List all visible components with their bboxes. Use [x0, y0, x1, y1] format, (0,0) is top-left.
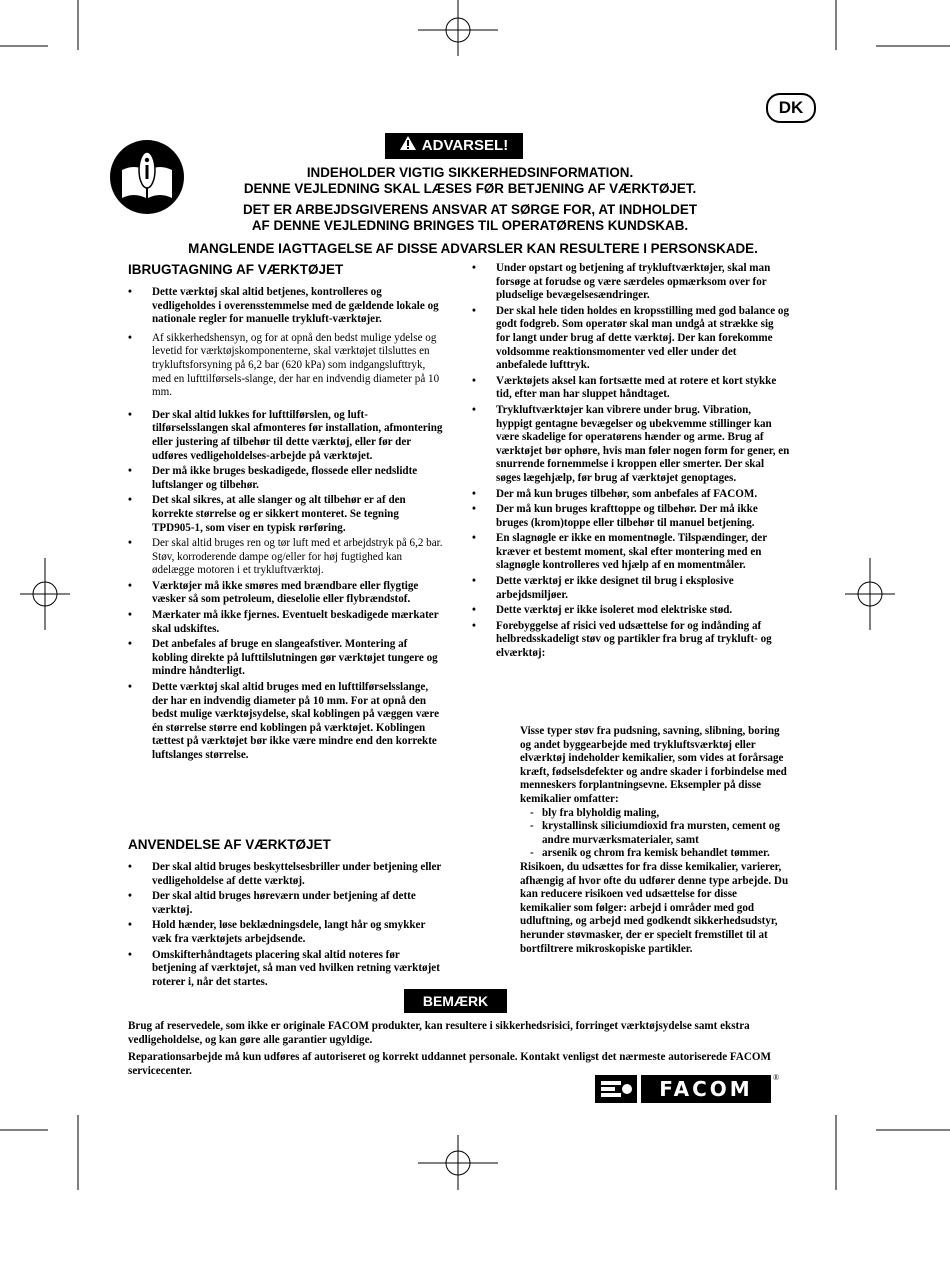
list-item: • Der skal altid bruges ren og tør luft med et arbejdstryk på 6,2 bar. Støv, korroderende dampe og/eller for høj fugtighed kan ødelægge motoren i et trykluftværktøj. [128, 537, 443, 578]
facom-logo [595, 1073, 780, 1103]
list-item: • Værktøjer må ikke smøres med brændbare eller flygtige væsker så som petroleum, dieselolie eller flybrændstof. [128, 580, 443, 607]
list-item: • Der må kun bruges krafttoppe og tilbehør. Der må ikke bruges (krom)toppe eller tilbehør til manuel betjening. [472, 503, 790, 530]
list-item: • Forebyggelse af risici ved udsættelse for og indånding af helbredsskadeligt støv og partikler fra brug af trykluft- og elværktøj: [472, 620, 790, 661]
section1-list [128, 286, 443, 765]
list-item: • Værktøjets aksel kan fortsætte med at rotere et kort stykke tid, efter man har sluppet håndtaget. [472, 375, 790, 402]
list-item: • Der skal altid bruges beskyttelsesbriller under betjening eller vedligeholdelse af dette værktøj. [128, 861, 443, 888]
list-item: • Dette værktøj er ikke designet til brug i eksplosive arbejdsmiljøer. [472, 575, 790, 602]
section-title-anvendelse: ANVENDELSE AF VÆRKTØJET [128, 837, 331, 852]
header-line-4: AF DENNE VEJLEDNING BRINGES TIL OPERATØRENS KUNDSKAB. [251, 218, 689, 233]
list-item: • Dette værktøj skal altid bruges med en lufttilførselsslange, der har en indvendig diameter på 10 mm. For at opnå den bedst mulige værktøjsydelse, skal koblingen på væggen være én størrelse større end koblingen på værktøjet. Koblingen tættest på værktøjet bør ikke være mindre end den korrekte luftslanges størrelse. [128, 681, 443, 763]
header-line-2: DENNE VEJLEDNING SKAL LÆSES FØR BETJENING AF VÆRKTØJET. [243, 181, 697, 196]
list-item: • Der skal hele tiden holdes en kropsstilling med god balance og godt fodgreb. Som operatør skal man undgå at strække sig for langt under brug af dette værktøj. Der kan forekomme voldsomme reaktionsmomenter ved eller under det anbefalede lufttryk. [472, 305, 790, 373]
section2-list [128, 861, 443, 991]
list-item: • En slagnøgle er ikke en momentnøgle. Tilspændinger, der kræver et bestemt moment, skal efter montering med en slagnøgle kontrolleres ved hjælp af en momentmåler. [472, 532, 790, 573]
dust-list-item: - krystallinsk siliciumdioxid fra mursten, cement og andre murværksmaterialer, samt [520, 820, 790, 847]
dust-info [472, 725, 790, 956]
list-item: • Hold hænder, løse beklædningsdele, langt hår og smykker væk fra værktøjets arbejdsende. [128, 919, 443, 946]
facom-logo-text: FACOM [659, 1077, 753, 1101]
list-item: • Mærkater må ikke fjernes. Eventuelt beskadigede mærkater skal udskiftes. [128, 609, 443, 636]
list-item: • Der må kun bruges tilbehør, som anbefales af FACOM. [472, 488, 790, 502]
list-item: • Omskifterhåndtagets placering skal altid noteres før betjening af værktøjet, så man ved hvilken retning værktøjet roterer i, når det startes. [128, 949, 443, 990]
registered-mark: ® [773, 1073, 780, 1082]
dust-outro: Risikoen, du udsættes for fra disse kemikalier, varierer, afhængig af hvor ofte du udfører denne type arbejde. Du kan reducere risikoen ved udsættelse for disse kemikalier som følger: arbejd i områder med god udluftning, og arbejd med godkendt sikkerhedsudstyr, herunder støvmasker, der er specielt fremstillet til at bortfiltrere mikroskopiske partikler. [520, 860, 789, 955]
warning-banner [385, 133, 523, 159]
dust-intro: Visse typer støv fra pudsning, savning, slibning, boring og andet byggearbejde med trykluftsværktøj eller elværktøj indeholder kemikalier, som vides at forårsage kræft, fødselsdefekter og andre skader i forbindelse med menneskers forplantningsevne. Eksempler på disse kemikalier omfatter: [520, 725, 787, 805]
list-item: • Trykluftværktøjer kan vibrere under brug. Vibration, hyppigt gentagne bevægelser og ubekvemme stillinger kan være skadelige for operatørens hænder og arme. Brug af værktøjet bør ophøre, hvis man føler nogen form for gener, en snurrende fornemmelse i kroppen eller smerter. Der skal søges lægehjælp, før brug af værktøjet genoptages. [472, 404, 790, 486]
list-item: • Der skal altid bruges høreværn under betjening af dette værktøj. [128, 890, 443, 917]
note-paragraph-2: Reparationsarbejde må kun udføres af autoriseret og korrekt uddannet personale. Kontakt venligst det nærmeste autoriserede FACOM servicecenter. [128, 1051, 771, 1077]
header-line-5: MANGLENDE IAGTTAGELSE AF DISSE ADVARSLER KAN RESULTERE I PERSONSKADE. [188, 241, 758, 256]
list-item: • Det skal sikres, at alle slanger og alt tilbehør er af den korrekte størrelse og er sikkert monteret. Se tegning TPD905-1, som viser en typisk rørføring. [128, 494, 443, 535]
list-item: • Det anbefales af bruge en slangeafstiver. Montering af kobling direkte på lufttilslutningen gør værktøjet tungere og mindre håndterligt. [128, 638, 443, 679]
list-item: • Der må ikke bruges beskadigede, flossede eller nedslidte luftslanger og tilbehør. [128, 465, 443, 492]
note-paragraph-1: Brug af reservedele, som ikke er originale FACOM produkter, kan resultere i sikkerhedsrisici, forringet værktøjsydelse samt ekstra vedligeholdelse, og kan gøre alle garantier ugyldige. [128, 1020, 750, 1046]
warning-triangle-icon [400, 133, 416, 159]
list-item: • Dette værktøj er ikke isoleret mod elektriske stød. [472, 604, 790, 618]
note-banner: BEMÆRK [404, 989, 507, 1013]
list-item: • Under opstart og betjening af trykluftværktøjer, skal man forsøge at forudse og være særdeles opmærksom over for pludselige bevægelsesændringer. [472, 262, 790, 303]
list-item: • Der skal altid lukkes for lufttilførslen, og luft-tilførselsslangen skal afmonteres før installation, afmontering eller justering af tilbehør til dette værktøj, eller før der udføres vedligeholdelses-arbejde på værktøjet. [128, 409, 443, 463]
dust-list-item: - arsenik og chrom fra kemisk behandlet tømmer. [520, 847, 790, 861]
right-column-list [472, 262, 790, 663]
header-line-3: DET ER ARBEJDSGIVERENS ANSVAR AT SØRGE FOR, AT INDHOLDET [242, 202, 698, 217]
read-manual-icon [110, 140, 184, 214]
list-item: • Dette værktøj skal altid betjenes, kontrolleres og vedligeholdes i overensstemmelse med de gældende lokale og nationale regler for manuelle trykluft-værktøjer. [128, 286, 443, 327]
language-badge: DK [766, 93, 816, 123]
warning-title: ADVARSEL! [421, 137, 509, 154]
list-item: • Af sikkerhedshensyn, og for at opnå den bedst mulige ydelse og levetid for værktøjskomponenterne, skal værktøjet tilsluttes en trykluftsforsyning på 6,2 bar (620 kPa) som indgangslufttryk, med en lufttilførsels-slange, der har en indvendig diameter på 10 mm. [128, 332, 443, 400]
section-title-ibrugtagning: IBRUGTAGNING AF VÆRKTØJET [128, 262, 344, 277]
header-line-1: INDEHOLDER VIGTIG SIKKERHEDSINFORMATION. [306, 165, 634, 180]
dust-list-item: - bly fra blyholdig maling, [520, 807, 790, 821]
